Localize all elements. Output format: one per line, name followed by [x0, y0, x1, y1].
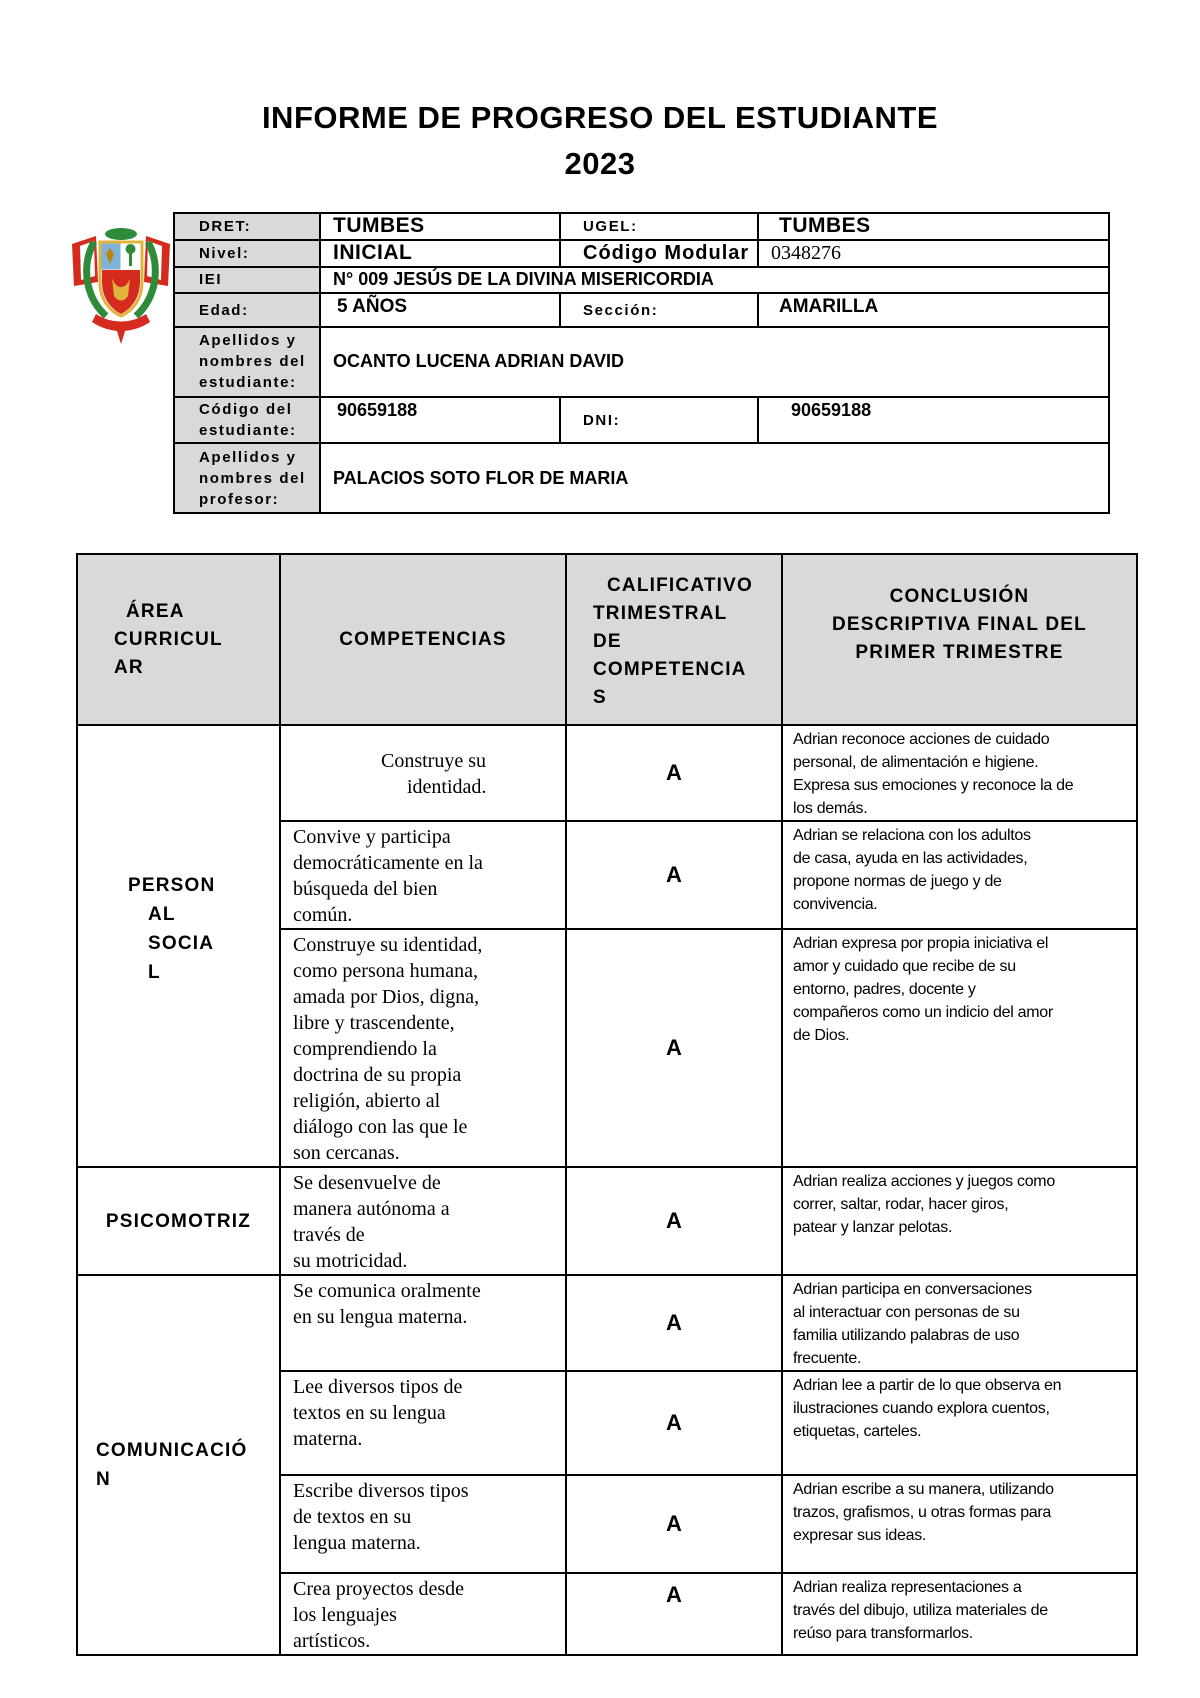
conclusion-line: de casa, ayuda en las actividades, [793, 850, 1028, 867]
conclusion-line: expresar sus ideas. [793, 1527, 927, 1544]
student-info-table [173, 212, 1110, 514]
grade-cell: A [566, 1371, 782, 1475]
competencia-line: manera autónoma a [293, 1198, 450, 1220]
seccion-label: Sección: [560, 293, 758, 327]
conclusion-line: Adrian escribe a su manera, utilizando [793, 1481, 1054, 1498]
area-psicomotriz: PSICOMOTRIZ [77, 1167, 280, 1275]
competencia-line: Convive y participa [293, 826, 451, 848]
grade-cell: A [566, 1573, 782, 1655]
codigo-modular-label: Código Modular [560, 240, 758, 267]
header-conclusion [782, 554, 1137, 725]
competencia-line: doctrina de su propia [293, 1064, 462, 1086]
competencia-line: Construye su [381, 750, 486, 772]
conclusion-cell [782, 1371, 1137, 1475]
edad-value: 5 AÑOS [320, 293, 560, 327]
competencia-line: Lee diversos tipos de [293, 1376, 463, 1398]
header-conclusion-line: PRIMER TRIMESTRE [855, 642, 1064, 663]
nivel-value: INICIAL [320, 240, 560, 267]
conclusion-cell [782, 725, 1137, 821]
competencia-cell [280, 1275, 566, 1371]
competencia-cell [280, 1475, 566, 1573]
competencia-line: Se desenvuelve de [293, 1172, 441, 1194]
grade-cell: A [566, 1167, 782, 1275]
area-personal-social [77, 725, 280, 1167]
grade-cell: A [566, 1475, 782, 1573]
dni-value: 90659188 [758, 397, 1109, 444]
header-calificativo-line: TRIMESTRAL [593, 603, 728, 624]
header-competencias: COMPETENCIAS [280, 554, 566, 725]
student-code-value: 90659188 [320, 397, 560, 444]
competencia-line: diálogo con las que le [293, 1116, 468, 1138]
competencia-line: en su lengua materna. [293, 1306, 468, 1328]
area-line: COMUNICACIÓ [96, 1440, 248, 1461]
grade-cell: A [566, 1275, 782, 1371]
competencia-line: textos en su lengua [293, 1402, 446, 1424]
competencia-line: libre y trascendente, [293, 1012, 455, 1034]
conclusion-line: personal, de alimentación e higiene. [793, 754, 1039, 771]
student-name-label-line: estudiante: [199, 374, 297, 392]
competencia-line: través de [293, 1224, 365, 1246]
grade-cell: A [566, 821, 782, 929]
conclusion-line: Adrian lee a partir de lo que observa en [793, 1377, 1062, 1394]
ugel-label: UGEL: [560, 213, 758, 240]
nivel-label: Nivel: [174, 240, 320, 267]
competencia-line: amada por Dios, digna, [293, 986, 480, 1008]
codigo-modular-value: 0348276 [758, 240, 1109, 267]
area-line: N [96, 1469, 111, 1490]
conclusion-line: trazos, grafismos, u otras formas para [793, 1504, 1052, 1521]
grade-cell: A [566, 929, 782, 1167]
competencia-cell [280, 821, 566, 929]
conclusion-line: al interactuar con personas de su [793, 1304, 1020, 1321]
ugel-value: TUMBES [758, 213, 1109, 240]
dret-label: DRET: [174, 213, 320, 240]
conclusion-line: compañeros como un indicio del amor [793, 1004, 1053, 1021]
conclusion-line: de Dios. [793, 1027, 850, 1044]
conclusion-line: través del dibujo, utiliza materiales de [793, 1602, 1048, 1619]
seccion-value: AMARILLA [758, 293, 1109, 327]
student-code-label-line: estudiante: [199, 422, 297, 440]
conclusion-line: Adrian reconoce acciones de cuidado [793, 731, 1050, 748]
teacher-name-label-line: nombres del [199, 469, 306, 487]
conclusion-line: frecuente. [793, 1350, 862, 1367]
area-comunicacion [77, 1275, 280, 1655]
conclusion-line: familia utilizando palabras de uso [793, 1327, 1020, 1344]
conclusion-line: Adrian se relaciona con los adultos [793, 827, 1031, 844]
student-code-label-line: Código del [199, 401, 293, 419]
iei-value: N° 009 JESÚS DE LA DIVINA MISERICORDIA [320, 267, 1109, 293]
conclusion-line: los demás. [793, 800, 868, 817]
conclusion-cell [782, 929, 1137, 1167]
competencies-table [76, 553, 1138, 1656]
conclusion-line: patear y lanzar pelotas. [793, 1219, 953, 1236]
header-area-line: CURRICUL [114, 628, 223, 650]
competencia-line: de textos en su [293, 1506, 412, 1528]
header-conclusion-line: CONCLUSIÓN [889, 586, 1030, 607]
edad-label: Edad: [174, 293, 320, 327]
dni-label: DNI: [560, 397, 758, 444]
header-conclusion-line: DESCRIPTIVA FINAL DEL [832, 614, 1087, 635]
conclusion-line: propone normas de juego y de [793, 873, 1002, 890]
competencia-cell [280, 1371, 566, 1475]
area-line: SOCIA [148, 933, 215, 954]
teacher-name-label-line: Apellidos y [199, 448, 297, 466]
competencia-cell [280, 725, 566, 821]
area-line: AL [148, 904, 176, 925]
competencia-cell [280, 1167, 566, 1275]
conclusion-cell [782, 1275, 1137, 1371]
conclusion-cell [782, 821, 1137, 929]
teacher-name-label [174, 443, 320, 513]
competencia-line: Se comunica oralmente [293, 1280, 481, 1302]
competencia-line: Construye su identidad, [293, 934, 483, 956]
teacher-name-value: PALACIOS SOTO FLOR DE MARIA [320, 443, 1109, 513]
conclusion-cell [782, 1573, 1137, 1655]
competencia-line: su motricidad. [293, 1250, 408, 1272]
conclusion-cell [782, 1167, 1137, 1275]
competencia-cell [280, 929, 566, 1167]
competencia-line: identidad. [407, 776, 487, 798]
student-name-label-line: nombres del [199, 353, 306, 371]
conclusion-line: reúso para transformarlos. [793, 1625, 973, 1642]
competencia-line: búsqueda del bien [293, 878, 438, 900]
competencia-line: común. [293, 904, 353, 926]
competencia-line: Crea proyectos desde [293, 1578, 465, 1600]
competencia-line: democráticamente en la [293, 852, 483, 874]
student-name-value: OCANTO LUCENA ADRIAN DAVID [320, 327, 1109, 397]
header-calificativo-line: COMPETENCIA [593, 659, 747, 680]
competencia-line: comprendiendo la [293, 1038, 437, 1060]
header-area-line: AR [114, 656, 144, 678]
peru-coat-of-arms-icon [66, 224, 176, 346]
teacher-name-label-line: profesor: [199, 490, 280, 508]
report-year: 2023 [564, 146, 636, 181]
competencia-line: artísticos. [293, 1630, 371, 1652]
conclusion-line: correr, saltar, rodar, hacer giros, [793, 1196, 1009, 1213]
iei-label: IEI [174, 267, 320, 293]
report-title: INFORME DE PROGRESO DEL ESTUDIANTE [261, 100, 939, 135]
student-name-label-line: Apellidos y [199, 332, 297, 350]
header-calificativo [566, 554, 782, 725]
grade-cell: A [566, 725, 782, 821]
conclusion-line: Adrian participa en conversaciones [793, 1281, 1032, 1298]
header-area-line: ÁREA [126, 600, 185, 622]
student-code-label [174, 397, 320, 444]
header-calificativo-line: S [593, 687, 607, 708]
competencia-line: los lenguajes [293, 1604, 397, 1626]
competencia-line: lengua materna. [293, 1532, 421, 1554]
conclusion-line: Adrian realiza representaciones a [793, 1579, 1022, 1596]
dret-value: TUMBES [320, 213, 560, 240]
conclusion-line: Expresa sus emociones y reconoce la de [793, 777, 1074, 794]
area-line: L [148, 962, 161, 983]
area-line: PERSON [128, 875, 216, 896]
conclusion-line: Adrian realiza acciones y juegos como [793, 1173, 1055, 1190]
conclusion-line: amor y cuidado que recibe de su [793, 958, 1016, 975]
conclusion-line: Adrian expresa por propia iniciativa el [793, 935, 1049, 952]
header-area [77, 554, 280, 725]
header-calificativo-line: CALIFICATIVO [607, 575, 753, 596]
header-calificativo-line: DE [593, 631, 622, 652]
competencia-line: religión, abierto al [293, 1090, 441, 1112]
competencia-line: como persona humana, [293, 960, 478, 982]
competencia-cell [280, 1573, 566, 1655]
competencia-line: materna. [293, 1428, 363, 1450]
competencia-line: son cercanas. [293, 1142, 400, 1164]
student-name-label [174, 327, 320, 397]
conclusion-line: convivencia. [793, 896, 878, 913]
conclusion-line: entorno, padres, docente y [793, 981, 976, 998]
conclusion-cell [782, 1475, 1137, 1573]
competencia-line: Escribe diversos tipos [293, 1480, 469, 1502]
conclusion-line: ilustraciones cuando explora cuentos, [793, 1400, 1050, 1417]
conclusion-line: etiquetas, carteles. [793, 1423, 922, 1440]
